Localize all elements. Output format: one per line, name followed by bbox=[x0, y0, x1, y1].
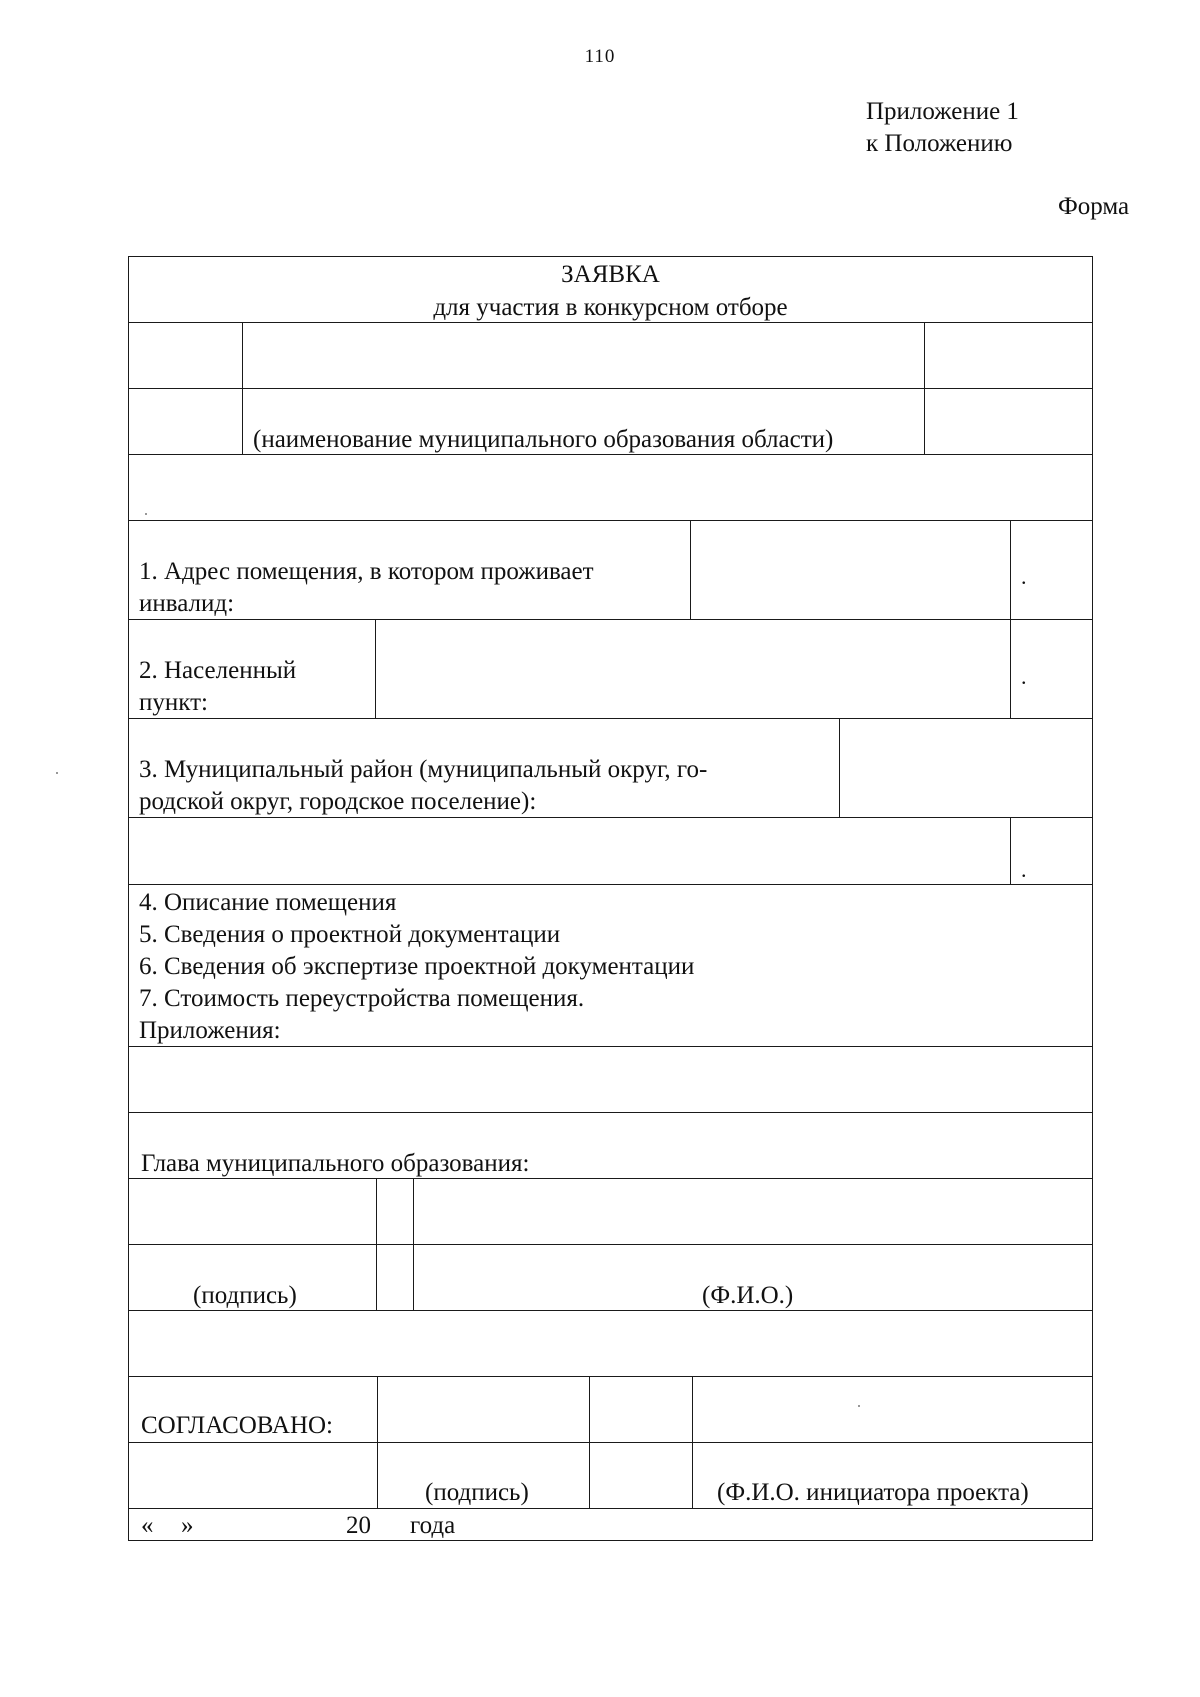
signature-caption: (подпись) bbox=[193, 1282, 297, 1309]
row-divider bbox=[128, 1442, 1093, 1443]
row-divider bbox=[128, 884, 1093, 885]
settlement-label-cont: пункт: bbox=[139, 689, 208, 716]
date-year-suffix: года bbox=[410, 1512, 456, 1539]
form-subtitle: для участия в конкурсном отборе bbox=[433, 294, 788, 321]
field-dot: . bbox=[1021, 857, 1027, 882]
row-divider bbox=[128, 817, 1093, 818]
form-label: Форма bbox=[1058, 193, 1130, 220]
list-item-description: 4. Описание помещения bbox=[139, 889, 397, 916]
column-divider bbox=[242, 322, 243, 454]
row-divider bbox=[128, 718, 1093, 719]
row-divider bbox=[128, 388, 1093, 389]
column-divider bbox=[839, 718, 840, 817]
list-item-expertise: 6. Сведения об экспертизе проектной документации bbox=[139, 953, 695, 980]
row-divider bbox=[128, 1046, 1093, 1047]
attachments-label: Приложения: bbox=[139, 1017, 281, 1044]
row-divider bbox=[128, 1376, 1093, 1377]
settlement-label: 2. Населенный bbox=[139, 657, 297, 684]
page-number: 110 bbox=[584, 46, 616, 67]
column-divider bbox=[924, 322, 925, 454]
fio-caption: (Ф.И.О.) bbox=[702, 1282, 794, 1309]
date-quote-close: » bbox=[181, 1512, 194, 1539]
initiator-fio-caption: (Ф.И.О. инициатора проекта) bbox=[717, 1479, 1029, 1506]
list-item-cost: 7. Стоимость переустройства помещения. bbox=[139, 985, 585, 1012]
column-divider bbox=[690, 520, 691, 619]
column-divider bbox=[589, 1376, 590, 1508]
row-divider bbox=[128, 520, 1093, 521]
appendix-note bbox=[866, 96, 1019, 160]
date-year-prefix: 20 bbox=[346, 1512, 371, 1539]
field-dot: . bbox=[1021, 664, 1027, 689]
municipality-caption: (наименование муниципального образования области) bbox=[253, 426, 834, 453]
row-divider bbox=[128, 619, 1093, 620]
column-divider bbox=[375, 619, 376, 718]
form-title: ЗАЯВКА bbox=[561, 261, 660, 288]
date-quote-open: « bbox=[141, 1512, 154, 1539]
appendix-line-1: Приложение 1 bbox=[866, 98, 1019, 125]
column-divider bbox=[377, 1376, 378, 1508]
scan-speck bbox=[858, 1405, 860, 1407]
head-label: Глава муниципального образования: bbox=[141, 1150, 530, 1177]
list-item-project-docs: 5. Сведения о проектной документации bbox=[139, 921, 561, 948]
district-label: 3. Муниципальный район (муниципальный округ, го- bbox=[139, 756, 708, 783]
column-divider bbox=[376, 1178, 377, 1310]
scan-speck bbox=[56, 772, 58, 774]
row-divider bbox=[128, 1112, 1093, 1113]
address-label-cont: инвалид: bbox=[139, 590, 235, 617]
initiator-signature-caption: (подпись) bbox=[425, 1479, 529, 1506]
column-divider bbox=[1010, 520, 1011, 718]
scan-speck bbox=[145, 513, 147, 515]
column-divider bbox=[1010, 817, 1011, 884]
approved-label: СОГЛАСОВАНО: bbox=[141, 1412, 334, 1439]
field-dot: . bbox=[1021, 564, 1027, 589]
row-divider bbox=[128, 1508, 1093, 1509]
row-divider bbox=[128, 1244, 1093, 1245]
address-label: 1. Адрес помещения, в котором проживает bbox=[139, 558, 594, 585]
district-label-cont: родской округ, городское поселение): bbox=[139, 788, 537, 815]
column-divider bbox=[692, 1376, 693, 1508]
column-divider bbox=[413, 1178, 414, 1310]
appendix-line-2: к Положению bbox=[866, 130, 1013, 157]
